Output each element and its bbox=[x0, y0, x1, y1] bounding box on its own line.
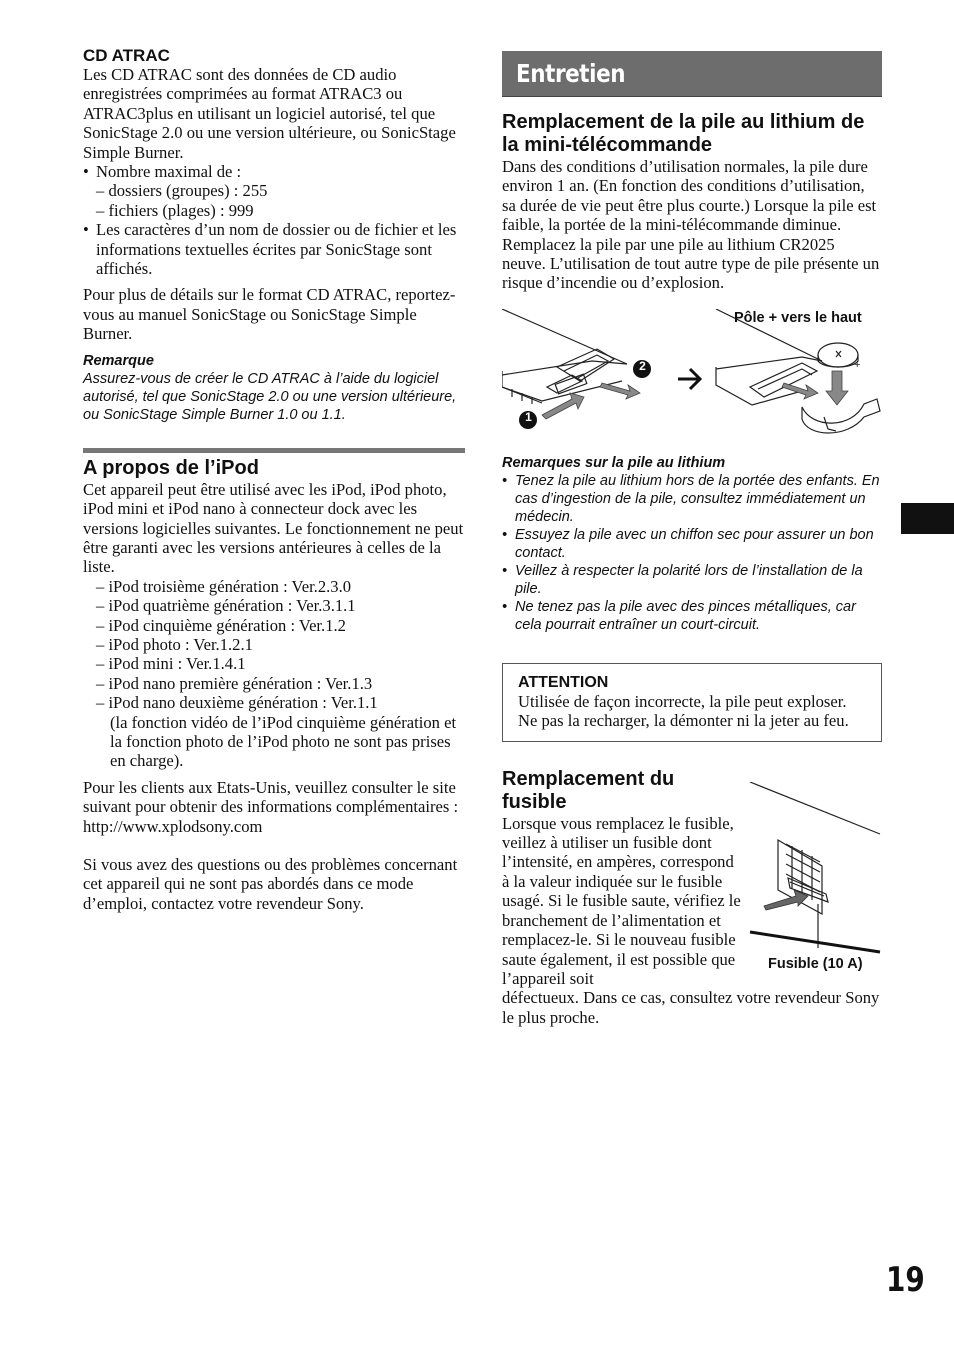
battery-text: Dans des conditions d’utilisation normales, la pile dure environ 1 an. (En fonction des conditions d’utilisation, sa durée de vie peut être plus courte.) Lorsque la pile est faible, la portée de la mini-télécommande diminue. Remplacez la pile par une pile au lithium CR2025 neuve. L’utilisation de tout autre type de pile présente un risque d’incendie ou d’explosion. bbox=[502, 157, 880, 293]
ipod-version-item: – iPod quatrième génération : Ver.3.1.1 bbox=[96, 596, 356, 616]
cd-atrac-bullet-max bbox=[83, 162, 465, 220]
cd-atrac-files: – fichiers (plages) : 999 bbox=[96, 200, 254, 220]
section-tab-marker bbox=[901, 503, 954, 534]
ipod-version-note: (la fonction vidéo de l’iPod cinquième génération et la fonction photo de l’iPod photo ne sont pas prises en charge). bbox=[110, 712, 457, 771]
fuse-text-continued: défectueux. Dans ce cas, consultez votre revendeur Sony le plus proche. bbox=[502, 988, 880, 1027]
ipod-version-list bbox=[83, 577, 465, 771]
battery-heading: Remplacement de la pile au lithium de la mini-télécommande bbox=[502, 111, 865, 156]
attention-box bbox=[502, 663, 882, 742]
step-1-number: 1 bbox=[525, 409, 532, 424]
attention-title: ATTENTION bbox=[518, 673, 609, 691]
lithium-notes-title: Remarques sur la pile au lithium bbox=[502, 454, 726, 471]
fuse-figure bbox=[748, 782, 882, 972]
cd-atrac-more: Pour plus de détails sur le format CD ATRAC, reportez-vous au manuel SonicStage ou SonicStage Simple Burner. bbox=[83, 285, 456, 344]
fuse-text-wrapped: Lorsque vous remplacez le fusible, veillez à utiliser un fusible dont l’intensité, en ampères, correspond à la valeur indiquée sur le fusible usagé. Si le fusible saute, vérifiez le branchement de l’alimentation et remplacez-le. Si le nouveau fusible saute également, il est possible que l’appareil soit bbox=[502, 813, 741, 988]
lithium-note-item: • Tenez la pile au lithium hors de la portée des enfants. En cas d’ingestion de la pile, consultez immédiatement un médecin. bbox=[502, 472, 882, 526]
lithium-note-item: • Veillez à respecter la polarité lors de l’installation de la pile. bbox=[502, 562, 882, 598]
cd-atrac-bullet-chars: • Les caractères d’un nom de dossier ou de fichier et les informations textuelles écrites par SonicStage sont affichés. bbox=[83, 220, 465, 278]
remarque-title: Remarque bbox=[83, 352, 154, 369]
cd-atrac-heading: CD ATRAC bbox=[83, 46, 170, 65]
cd-atrac-intro: Les CD ATRAC sont des données de CD audio enregistrées comprimées au format ATRAC3 ou ATRAC3plus en utilisant un logiciel autorisé, tel que SonicStage 2.0 ou une version ultérieure, ou SonicStage Simple Burner. bbox=[83, 65, 456, 162]
ipod-intro: Cet appareil peut être utilisé avec les iPod, iPod photo, iPod mini et iPod nano à connecteur dock avec les versions logicielles suivantes. Le fonctionnement ne peut être garanti avec les versions antérieures à celles de la liste. bbox=[83, 479, 464, 577]
right-column bbox=[502, 51, 882, 1027]
ipod-us-info: Pour les clients aux Etats-Unis, veuillez consulter le site suivant pour obtenir des informations complémentaires : http://www.xplodsony.com bbox=[83, 777, 459, 836]
battery-figure bbox=[502, 309, 882, 447]
ipod-version-item: – iPod mini : Ver.1.4.1 bbox=[96, 654, 246, 674]
fuse-section bbox=[502, 768, 882, 1027]
left-column bbox=[83, 46, 465, 913]
cd-atrac-bullet-max-text: Nombre maximal de : bbox=[96, 162, 242, 182]
cd-atrac-list bbox=[83, 162, 465, 278]
attention-text: Utilisée de façon incorrecte, la pile peut exploser. Ne pas la recharger, la démonter ni la jeter au feu. bbox=[518, 691, 849, 731]
fuse-label: Fusible (10 A) bbox=[768, 955, 863, 972]
cd-atrac-folders: – dossiers (groupes) : 255 bbox=[96, 181, 268, 201]
fuse-heading: Remplacement du fusible bbox=[502, 767, 675, 813]
ipod-version-item: – iPod nano première génération : Ver.1.3 bbox=[96, 673, 373, 693]
lithium-notes-list bbox=[502, 472, 882, 634]
page-number: 19 bbox=[886, 1260, 925, 1300]
lithium-note-item: • Essuyez la pile avec un chiffon sec pour assurer un bon contact. bbox=[502, 526, 882, 562]
pole-up-label: Pôle + vers le haut bbox=[734, 309, 862, 326]
ipod-heading: A propos de l’iPod bbox=[83, 456, 259, 479]
step-2-number: 2 bbox=[639, 358, 646, 373]
battery-plus-mark: + bbox=[854, 358, 861, 371]
fuse-illustration bbox=[748, 782, 882, 972]
remarque-text: Assurez-vous de créer le CD ATRAC à l’aide du logiciel autorisé, tel que SonicStage 2.0 ou une version ultérieure, ou SonicStage Simple Burner 1.0 ou 1.1. bbox=[83, 370, 457, 423]
ipod-version-item: – iPod cinquième génération : Ver.1.2 bbox=[96, 615, 346, 635]
ipod-questions: Si vous avez des questions ou des problèmes concernant cet appareil qui ne sont pas abordés dans ce mode d’emploi, contactez votre revendeur Sony. bbox=[83, 855, 458, 913]
lithium-note-item: • Ne tenez pas la pile avec des pinces métalliques, car cela pourrait entraîner un court-circuit. bbox=[502, 598, 882, 634]
entretien-banner bbox=[502, 51, 882, 97]
ipod-version-item: – iPod nano deuxième génération : Ver.1.1 bbox=[96, 693, 378, 713]
ipod-version-item: – iPod photo : Ver.1.2.1 bbox=[96, 634, 253, 654]
section-divider bbox=[83, 448, 465, 453]
entretien-title: Entretien bbox=[516, 59, 626, 88]
battery-illustration bbox=[502, 309, 882, 447]
ipod-version-item: – iPod troisième génération : Ver.2.3.0 bbox=[96, 576, 352, 596]
